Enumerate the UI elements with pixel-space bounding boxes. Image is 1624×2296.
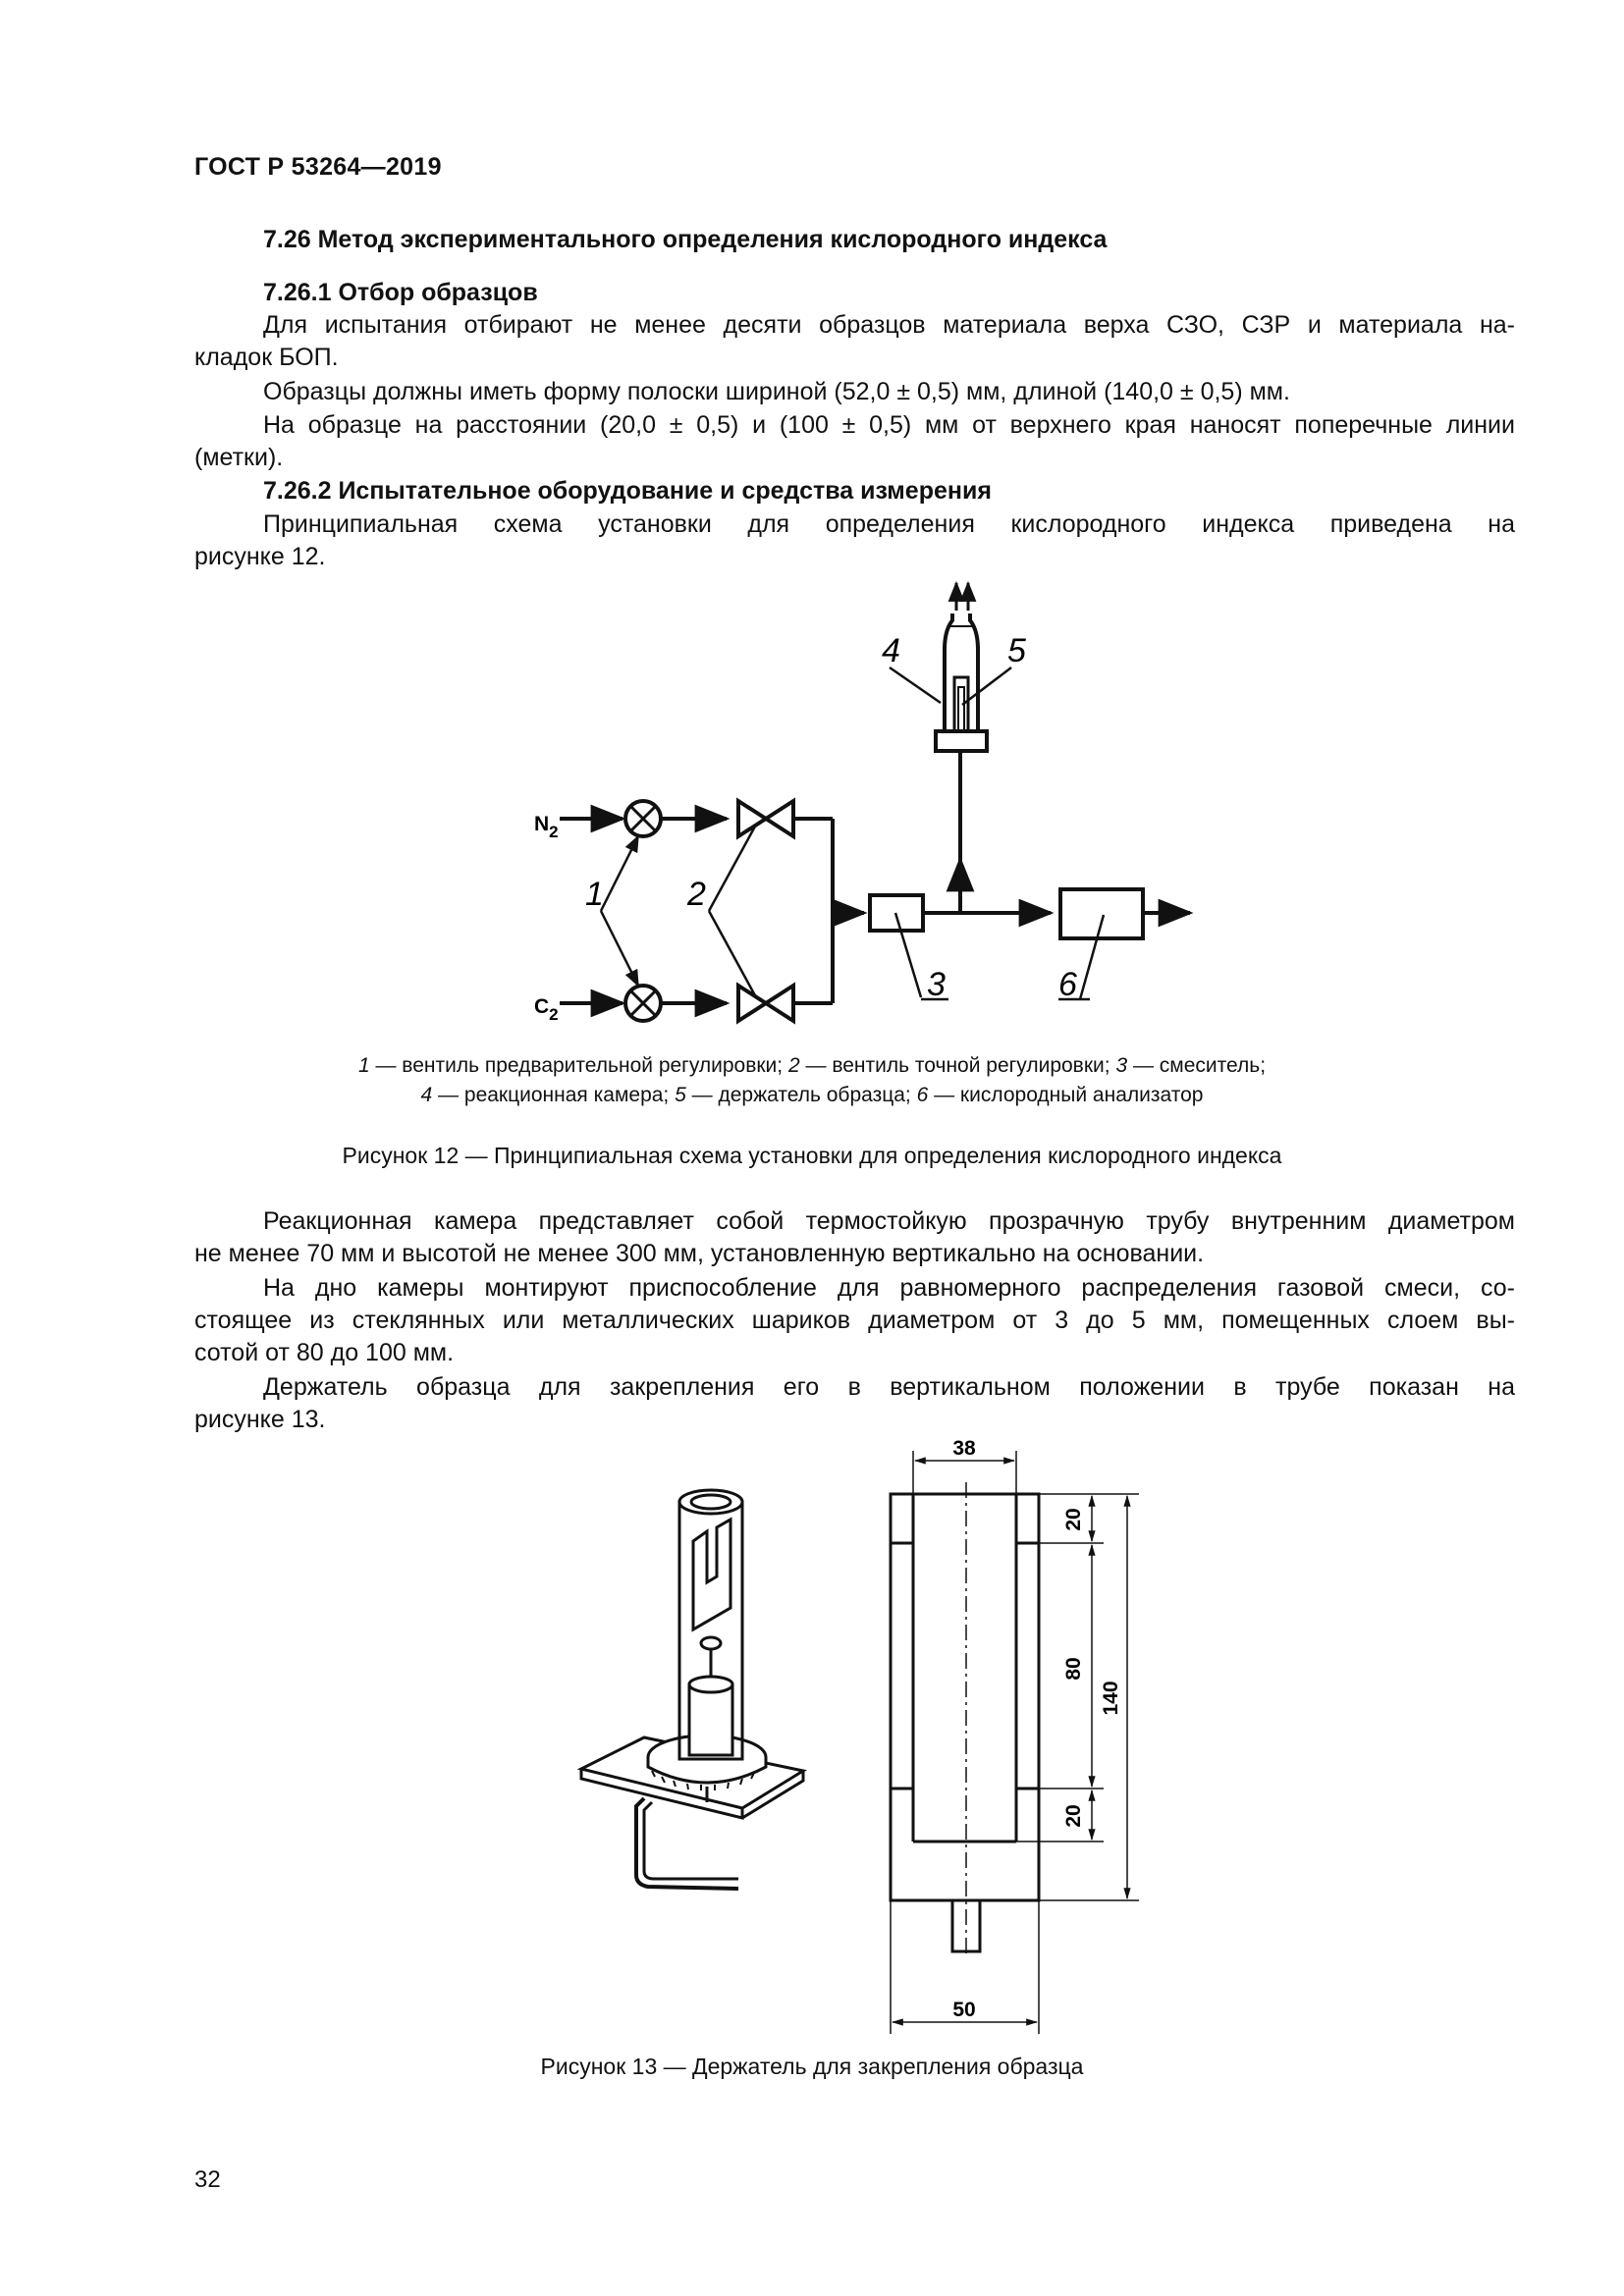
dim-bottom-width: 50 [952,1999,976,2021]
page-number: 32 [194,2166,221,2193]
callout-4: 4 [882,632,900,669]
c2-label: $C_2$ [534,995,559,1024]
paragraph-line: (метки). [194,444,284,471]
dim-bot-seg: 20 [1062,1804,1085,1828]
standard-header: ГОСТ Р 53264—2019 [194,153,442,181]
paragraph-line: сотой от 80 до 100 мм. [194,1339,455,1366]
paragraph-line: не менее 70 мм и высотой не менее 300 мм, установленную вертикально на основании. [194,1240,1205,1267]
figure-12-legend-line-2: 4 — реакционная камера; 5 — держатель образца; 6 — кислородный анализатор [420,1084,1204,1106]
paragraph-line: Образцы должны иметь форму полоски шириной (52,0 ± 0,5) мм, длиной (140,0 ± 0,5) мм. [263,378,1290,405]
paragraph-line: На дно камеры монтируют приспособление для равномерного распределения газовой смеси, со- [263,1274,1515,1302]
paragraph-line: На образце на расстоянии (20,0 ± 0,5) и (100 ± 0,5) мм от верхнего края наносят поперечные линии [263,411,1515,439]
paragraph-line: Держатель образца для закрепления его в вертикальном положении в трубе показан на [263,1373,1515,1401]
dim-top-width: 38 [952,1437,976,1460]
dim-mid-seg: 80 [1062,1657,1085,1681]
figure-12-caption: Рисунок 12 — Принципиальная схема установки для определения кислородного индекса [342,1143,1282,1168]
holder-isometric-view [581,1490,803,1889]
section-title: 7.26 Метод экспериментального определения кислородного индекса [263,226,1108,253]
paragraph-line: Реакционная камера представляет собой термостойкую прозрачную трубу внутренним диаметром [263,1207,1515,1235]
paragraph-line: стоящее из стеклянных или металлических шариков диаметром от 3 до 5 мм, помещенных слоем вы- [194,1307,1515,1334]
n2-label: $N_2$ [534,813,559,841]
callout-6: 6 [1058,966,1077,1003]
paragraph-line: рисунке 12. [194,543,326,570]
paragraph-line: кладок БОП. [194,344,339,371]
callout-1: 1 [585,876,604,913]
subsection-title-equipment: 7.26.2 Испытательное оборудование и средства измерения [263,477,992,505]
callout-5: 5 [1007,632,1026,669]
callout-2: 2 [687,876,706,913]
holder-front-view [891,1451,1139,2034]
paragraph-line: Принципиальная схема установки для определения кислородного индекса приведена на [263,510,1515,538]
figure-12-legend-line-1: 1 — вентиль предварительной регулировки; 2 — вентиль точной регулировки; 3 — смеситель; [357,1054,1267,1077]
paragraph-line: рисунке 13. [194,1406,326,1433]
dim-top-seg: 20 [1062,1508,1085,1531]
figure-13-caption: Рисунок 13 — Держатель для закрепления образца [540,2054,1084,2079]
dim-total: 140 [1100,1681,1122,1716]
subsection-title-sampling: 7.26.1 Отбор образцов [263,279,538,306]
callout-3: 3 [927,966,946,1003]
paragraph-line: Для испытания отбирают не менее десяти образцов материала верха СЗО, СЗР и материала на- [263,311,1515,339]
